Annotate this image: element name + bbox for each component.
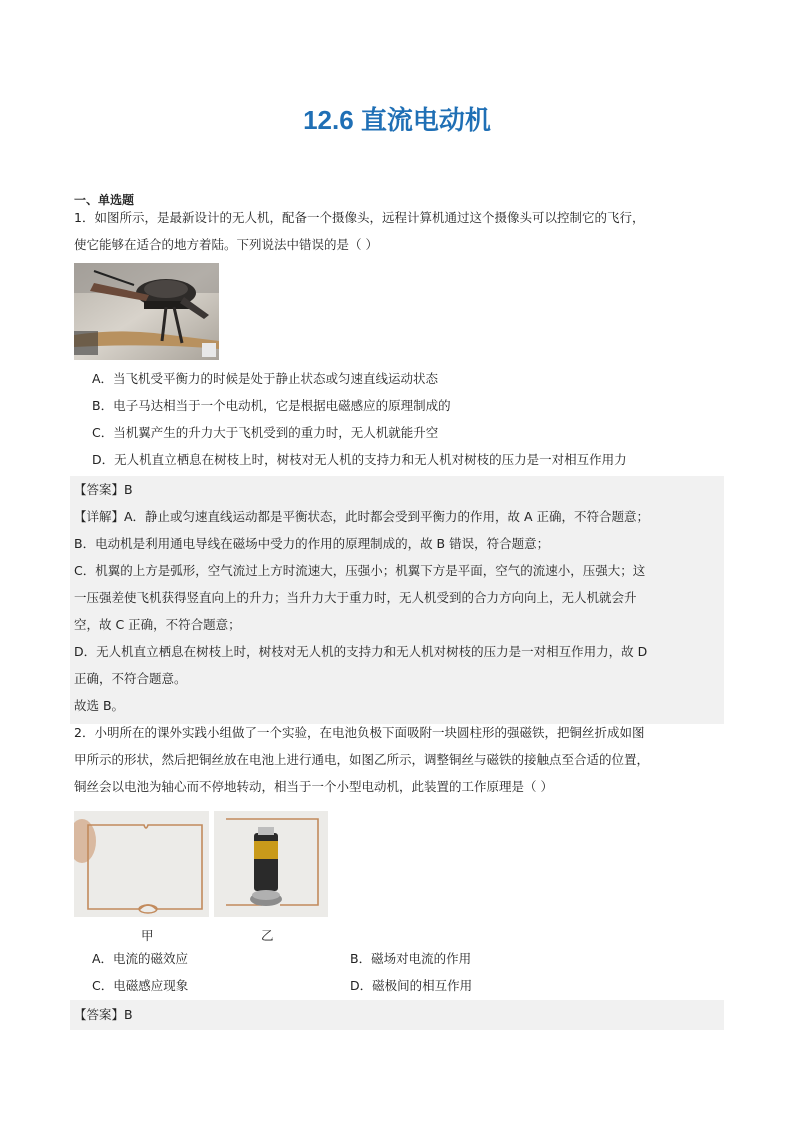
q1-option-d: D．无人机直立栖息在树枝上时，树枝对无人机的支持力和无人机对树枝的压力是一对相互作用力 [92,452,627,467]
q1-explain-line: D．无人机直立栖息在树枝上时，树枝对无人机的支持力和无人机对树枝的压力是一对相互作用力，故 D [74,644,648,659]
q1-explain-line: 正确，不符合题意。 [74,671,187,686]
section-heading: 一、单选题 [74,193,135,207]
q2-stem-line3: 铜丝会以电池为轴心而不停地转动，相当于一个小型电动机，此装置的工作原理是（ ） [74,779,553,794]
q1-option-c: C．当机翼产生的升力大于飞机受到的重力时，无人机就能升空 [92,425,439,440]
q2-option-d: D．磁极间的相互作用 [350,978,473,993]
drone-image-icon [74,263,219,360]
q2-caption-a: 甲 [141,928,154,943]
q1-explain-line: 【详解】A．静止或匀速直线运动都是平衡状态，此时都会受到平衡力的作用，故 A 正确，不符合题意； [74,509,650,524]
q1-explain-line: 空，故 C 正确，不符合题意； [74,617,241,632]
q2-answer: 【答案】B [74,1007,133,1022]
q1-option-b: B．电子马达相当于一个电动机，它是根据电磁感应的原理制成的 [92,398,451,413]
q2-stem-line1: 2．小明所在的课外实践小组做了一个实验，在电池负极下面吸附一块圆柱形的强磁铁，把铜丝折成如图 [74,725,645,740]
q2-caption-b: 乙 [261,928,274,943]
q1-explain-line: 故选 B。 [74,698,125,713]
q2-stem-line2: 甲所示的形状，然后把铜丝放在电池上进行通电，如图乙所示，调整铜丝与磁铁的接触点至合适的位置， [74,752,650,767]
q1-option-a: A．当飞机受平衡力的时候是处于静止状态或匀速直线运动状态 [92,371,439,386]
q1-drone-photo [74,263,219,360]
battery-motor-image-icon [214,811,328,917]
page-title: 12.6 直流电动机 [303,105,491,135]
q1-stem-line2: 使它能够在适合的地方着陆。下列说法中错误的是（ ） [74,237,378,252]
q2-wire-photo-a [74,811,209,917]
q2-option-a: A．电流的磁效应 [92,951,189,966]
copper-wire-image-icon [74,811,209,917]
q2-option-c: C．电磁感应现象 [92,978,189,993]
q1-explain-line: B．电动机是利用通电导线在磁场中受力的作用的原理制成的，故 B 错误，符合题意； [74,536,550,551]
q1-stem-line1: 1．如图所示，是最新设计的无人机，配备一个摄像头，远程计算机通过这个摄像头可以控制它的飞行， [74,210,645,225]
q1-explain-line: 一压强差使飞机获得竖直向上的升力；当升力大于重力时，无人机受到的合力方向向上，无人机就会升 [74,590,637,605]
q1-explain-line: C．机翼的上方是弧形，空气流过上方时流速大，压强小；机翼下方是平面，空气的流速小，压强大；这 [74,563,646,578]
q2-wire-photo-b [214,811,328,917]
q1-answer: 【答案】B [74,482,133,497]
q2-option-b: B．磁场对电流的作用 [350,951,472,966]
